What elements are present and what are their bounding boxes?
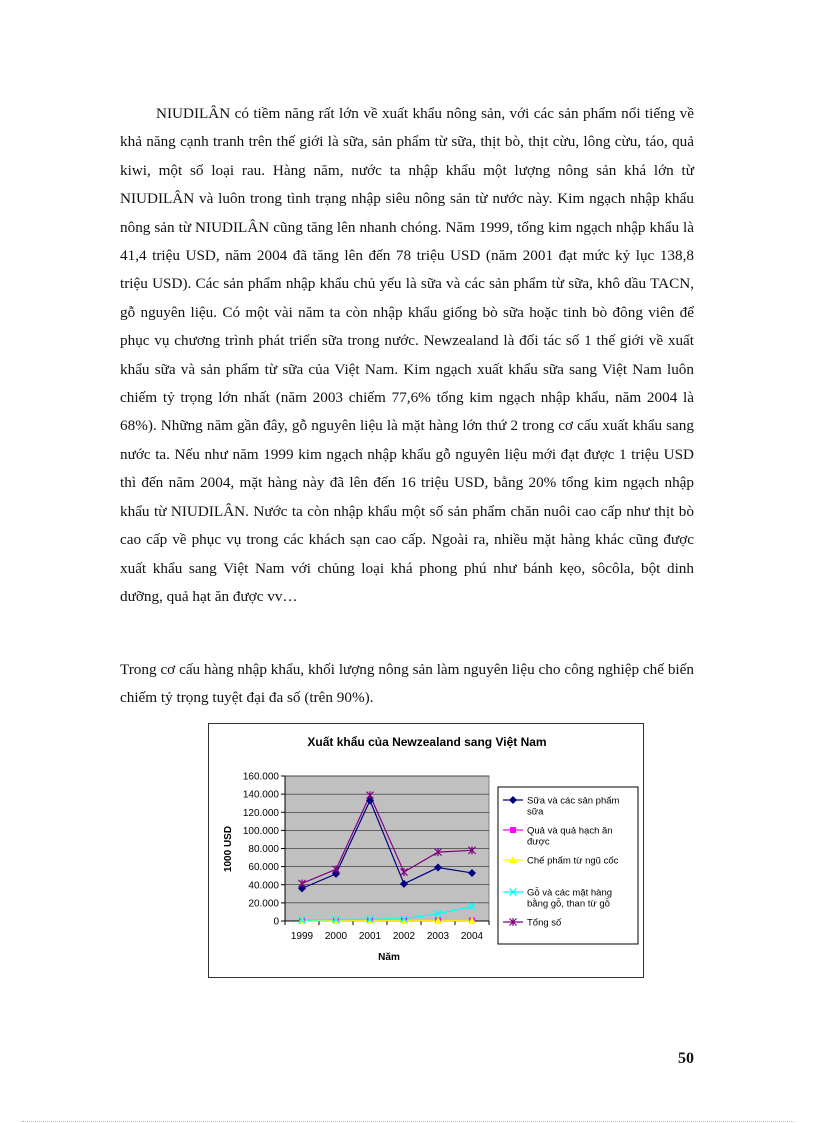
y-tick-label: 40.000 bbox=[248, 880, 279, 892]
y-tick-label: 100.000 bbox=[242, 825, 279, 837]
legend-label: Tổng số bbox=[527, 917, 562, 929]
legend-label: sữa bbox=[527, 806, 544, 818]
legend-label: bằng gỗ, than từ gỗ bbox=[527, 898, 610, 910]
x-tick-label: 2004 bbox=[460, 931, 484, 942]
x-tick-label: 2000 bbox=[324, 931, 348, 942]
paragraph-2: Trong cơ cấu hàng nhập khẩu, khối lượng nông sản làm nguyên liệu cho công nghiệp chế biến chiếm tỷ trọng tuyệt đại đa số (trên 90%). bbox=[120, 661, 694, 707]
y-tick-label: 140.000 bbox=[242, 789, 279, 801]
paragraph-1: NIUDILÂN có tiềm năng rất lớn về xuất khẩu nông sản, với các sản phẩm nổi tiếng về khả năng cạnh tranh trên thế giới là sữa, sản phẩm từ sữa, thịt bò, thịt cừu, lông cừu, táo, quả kiwi, một số loại rau. Hàng năm, nước ta nhập khẩu một lượng nông sản khá lớn từ NIUDILÂN và luôn trong tình trạng nhập siêu nông sản từ nước này. Kim ngạch nhập khẩu nông sản từ NIUDILÂN cũng tăng lên nhanh chóng. Năm 1999, tổng kim ngạch nhập khẩu là 41,4 triệu USD, năm 2004 đã tăng lên đến 78 triệu USD (năm 2001 đạt mức kỷ lục 138,8 triệu USD). Các sản phẩm nhập khẩu chủ yếu là sữa và các sản phẩm từ sữa, khô dầu TACN, gỗ nguyên liệu. Có một vài năm ta còn nhập khẩu giống bò sữa hoặc tinh bò đông viên để phục vụ chương trình phát triển sữa trong nước. Newzealand là đối tác số 1 thế giới về xuất khẩu sữa và sản phẩm từ sữa của Việt Nam. Kim ngạch xuất khẩu sữa sang Việt Nam luôn chiếm tỷ trọng lớn nhất (năm 2003 chiếm 77,6% tổng kim ngạch nhập khẩu, năm 2004 là 68%). Những năm gần đây, gỗ nguyên liệu là mặt hàng lớn thứ 2 trong cơ cấu xuất khẩu sang nước ta. Nếu như năm 1999 kim ngạch nhập khẩu gỗ nguyên liệu mới đạt được 1 triệu USD thì đến năm 2004, mặt hàng này đã lên đến 16 triệu USD, bằng 20% tổng kim ngạch nhập khẩu từ NIUDILÂN. Nước ta còn nhập khẩu một số sản phẩm chăn nuôi cao cấp như thịt bò cao cấp về phục vụ trong các khách sạn cao cấp. Ngoài ra, nhiều mặt hàng khác cũng được xuất khẩu sang Việt Nam với chủng loại khá phong phú như bánh kẹo, sôcôla, bột dinh dưỡng, quả hạt ăn được vv… bbox=[120, 105, 694, 605]
legend-label: Sữa và các sản phẩm bbox=[527, 795, 620, 807]
x-tick-label: 1999 bbox=[290, 931, 314, 942]
chart-title: Xuất khẩu của Newzealand sang Việt Nam bbox=[307, 735, 547, 749]
legend-label: Quả và quả hạch ăn bbox=[527, 825, 613, 837]
y-tick-label: 0 bbox=[273, 916, 279, 928]
page-number: 50 bbox=[678, 1050, 694, 1067]
x-axis-label: Năm bbox=[378, 952, 400, 963]
chart-container bbox=[208, 723, 644, 978]
y-tick-label: 20.000 bbox=[248, 898, 279, 910]
x-tick-label: 2003 bbox=[426, 931, 450, 942]
y-tick-label: 60.000 bbox=[248, 862, 279, 874]
legend-label: Gỗ và các mặt hàng bbox=[527, 887, 613, 899]
page-bottom-divider bbox=[22, 1121, 794, 1122]
legend-label: được bbox=[527, 836, 550, 848]
line-chart bbox=[209, 724, 643, 977]
legend-label: Chế phẩm từ ngũ cốc bbox=[527, 855, 619, 867]
x-tick-label: 2001 bbox=[358, 931, 382, 942]
y-tick-label: 160.000 bbox=[242, 771, 279, 783]
y-tick-label: 120.000 bbox=[242, 807, 279, 819]
x-tick-label: 2002 bbox=[392, 931, 416, 942]
y-tick-label: 80.000 bbox=[248, 844, 279, 855]
legend-marker-square bbox=[510, 827, 516, 833]
y-axis-label: 1000 USD bbox=[223, 825, 234, 873]
